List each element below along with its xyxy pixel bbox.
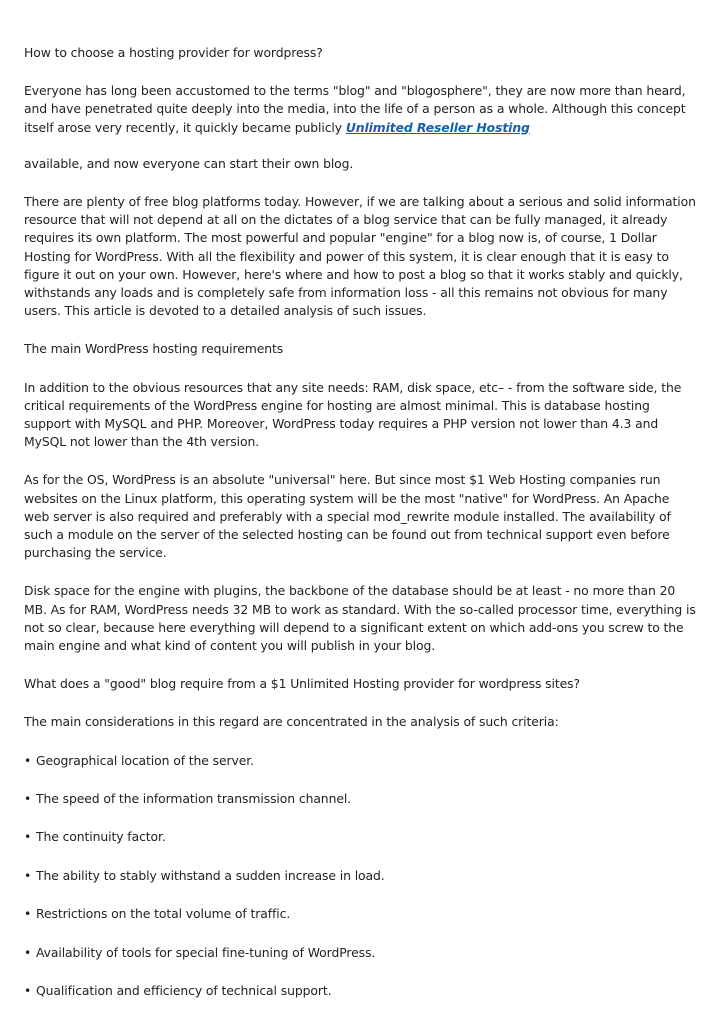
bullet-icon: •: [24, 944, 32, 960]
intro-text: Everyone has long been accustomed to the terms "blog" and "blogosphere", they are now more than heard, and have penetrated quite deeply into the media, into the life of a person as a whole. Although this concept itself arose very recently, it quickly became publicly: [24, 83, 686, 135]
intro-paragraph: [24, 82, 696, 137]
criteria-text: Qualification and efficiency of technical support.: [36, 983, 332, 999]
criteria-text: Restrictions on the total volume of traffic.: [36, 906, 291, 922]
bullet-icon: •: [24, 752, 32, 768]
document-heading: How to choose a hosting provider for wordpress?: [24, 45, 323, 60]
criteria-text: The ability to stably withstand a sudden increase in load.: [36, 867, 385, 883]
criteria-text: Availability of tools for special fine-tuning of WordPress.: [36, 944, 376, 960]
good-blog-subheading: What does a "good" blog require from a $1 Unlimited Hosting provider for wordpress sites?: [24, 676, 580, 692]
criteria-list-item: [24, 905, 696, 923]
criteria-list-item: [24, 867, 696, 885]
requirements-subheading: The main WordPress hosting requirements: [24, 341, 284, 357]
criteria-list-item: [24, 982, 696, 1000]
document-body: [24, 44, 696, 1020]
criteria-list-item: [24, 828, 696, 846]
disk-paragraph: Disk space for the engine with plugins, the backbone of the database should be at least - no more than 20 MB. As for RAM, WordPress needs 32 MB to work as standard. With the so-called processor time, everything is not so clear, because here everything will depend to a significant extent on which add-ons you screw to the main engine and what kind of content you will publish in your blog.: [24, 583, 696, 654]
intro-continuation: available, and now everyone can start their own blog.: [24, 155, 354, 171]
os-paragraph: As for the OS, WordPress is an absolute "universal" here. But since most $1 Web Hosting companies run websites on the Linux platform, this operating system will be the most "native" for WordPress. An Apache web server is also required and preferably with a special mod_rewrite module installed. The availability of such a module on the server of the selected hosting can be found out from technical support even before purchasing the service.: [24, 472, 671, 561]
criteria-text: Geographical location of the server.: [36, 752, 254, 768]
criteria-text: The continuity factor.: [36, 829, 166, 845]
bullet-icon: •: [24, 867, 32, 883]
criteria-list-item: [24, 790, 696, 808]
criteria-text: The speed of the information transmission channel.: [36, 791, 352, 807]
considerations-paragraph: The main considerations in this regard are concentrated in the analysis of such criteria:: [24, 714, 559, 730]
bullet-icon: •: [24, 906, 32, 922]
requirements-paragraph: In addition to the obvious resources that any site needs: RAM, disk space, etc– - from the software side, the critical requirements of the WordPress engine for hosting are almost minimal. This is database hosting support with MySQL and PHP. Moreover, WordPress today requires a PHP version not lower than 4.3 and MySQL not lower than the 4th version.: [24, 379, 682, 450]
bullet-icon: •: [24, 791, 32, 807]
criteria-list-item: [24, 944, 696, 962]
bullet-icon: •: [24, 983, 32, 999]
unlimited-reseller-hosting-link[interactable]: Unlimited Reseller Hosting: [345, 119, 530, 135]
platforms-paragraph: There are plenty of free blog platforms today. However, if we are talking about a serious and solid information resource that will not depend at all on the dictates of a blog service that can be fully managed, it already requires its own platform. The most powerful and popular "engine" for a blog now is, of course, 1 Dollar Hosting for WordPress. With all the flexibility and power of this system, it is clear enough that it is easy to figure it out on your own. However, here's where and how to post a blog so that it works stably and quickly, withstands any loads and is completely safe from information loss - all this remains not obvious for many users. This article is devoted to a detailed analysis of such issues.: [24, 194, 696, 319]
bullet-icon: •: [24, 829, 32, 845]
criteria-list-item: [24, 752, 696, 770]
